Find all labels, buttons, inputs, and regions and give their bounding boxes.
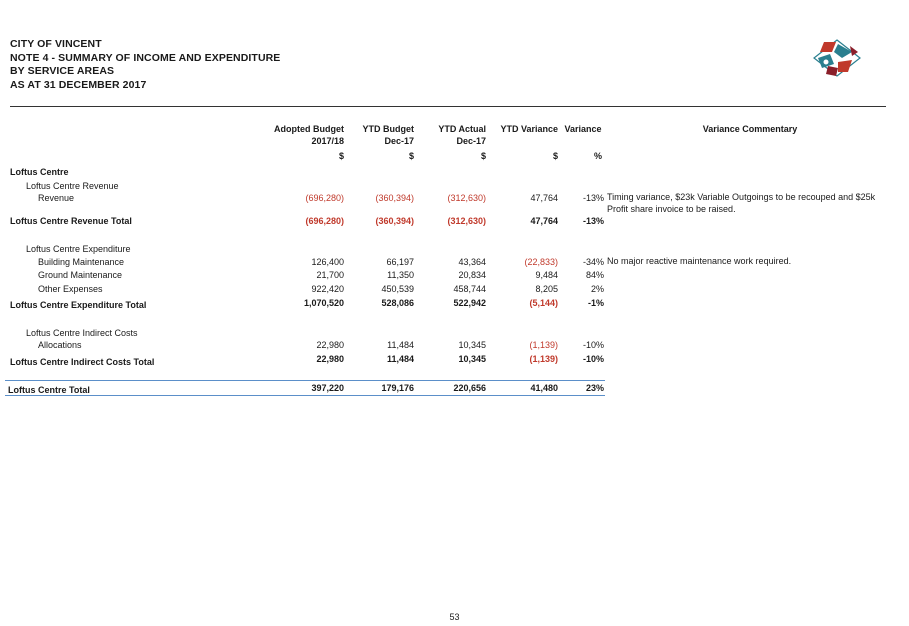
expenditure-group-label: Loftus Centre Expenditure xyxy=(26,244,131,254)
indirect-group-label: Loftus Centre Indirect Costs xyxy=(26,328,138,338)
row-label: Loftus Centre Expenditure Total xyxy=(10,300,147,310)
cell-ytd-actual: 43,364 xyxy=(458,257,486,267)
cell-adopted: 21,700 xyxy=(316,270,344,280)
revenue-group-label: Loftus Centre Revenue xyxy=(26,181,119,191)
row-label: Building Maintenance xyxy=(38,257,125,267)
cell-variance-pct: -10% xyxy=(582,340,604,350)
city-of-vincent-logo-icon xyxy=(812,38,862,78)
cell-ytd-budget: 11,484 xyxy=(386,354,414,364)
cell-adopted: 1,070,520 xyxy=(303,298,344,308)
cell-variance-pct: 84% xyxy=(585,270,604,280)
cell-adopted: 22,980 xyxy=(316,354,344,364)
cell-ytd-variance: 47,764 xyxy=(530,193,558,203)
cell-ytd-actual: (312,630) xyxy=(447,193,486,203)
cell-adopted: 126,400 xyxy=(311,257,344,267)
cell-ytd-budget: 11,484 xyxy=(387,340,414,350)
row-label: Other Expenses xyxy=(38,284,103,294)
cell-adopted: 22,980 xyxy=(316,340,344,350)
cell-ytd-actual: 522,942 xyxy=(453,298,486,308)
cell-variance-pct: -13% xyxy=(582,193,604,203)
cell-variance-pct: -10% xyxy=(582,354,604,364)
header-divider xyxy=(10,106,886,107)
cell-variance-pct: -1% xyxy=(587,298,604,308)
cell-adopted: (696,280) xyxy=(305,193,344,203)
col-ytd-budget-header: YTD Budget Dec-17 $ xyxy=(362,124,414,161)
cell-ytd-actual: 458,744 xyxy=(453,284,486,294)
cell-ytd-variance: (5,144) xyxy=(529,298,558,308)
cell-ytd-budget: 11,350 xyxy=(387,270,414,280)
cell-ytd-variance: (1,139) xyxy=(529,354,558,364)
cell-ytd-variance: 41,480 xyxy=(530,383,558,393)
cell-ytd-budget: 179,176 xyxy=(381,383,414,393)
cell-variance-pct: -13% xyxy=(582,216,604,226)
report-header xyxy=(10,38,280,92)
col-ytd-actual-header: YTD Actual Dec-17 $ xyxy=(438,124,486,161)
row-label: Loftus Centre Indirect Costs Total xyxy=(10,357,155,367)
grand-total-bottom-rule xyxy=(5,395,605,396)
report-subtitle: BY SERVICE AREAS xyxy=(10,65,115,77)
row-label: Ground Maintenance xyxy=(38,270,123,280)
cell-comment: Timing variance, $23k Variable Outgoings to be recouped and $25k Profit share invoice to be raised. xyxy=(607,192,876,214)
row-label: Loftus Centre Total xyxy=(8,385,90,395)
row-label: Revenue xyxy=(38,193,75,203)
grand-total-top-rule xyxy=(5,380,605,381)
row-label: Loftus Centre Revenue Total xyxy=(10,216,132,226)
cell-ytd-variance: 9,484 xyxy=(535,270,558,280)
col-adopted-budget-header: Adopted Budget 2017/18 $ xyxy=(274,124,344,161)
report-note-title: NOTE 4 - SUMMARY OF INCOME AND EXPENDITURE xyxy=(10,51,281,64)
cell-ytd-actual: 10,345 xyxy=(458,354,486,364)
cell-variance-pct: -34% xyxy=(582,257,604,267)
section-title: Loftus Centre xyxy=(10,167,69,177)
cell-adopted: (696,280) xyxy=(305,216,344,226)
col-commentary-header: Variance Commentary xyxy=(702,124,798,134)
cell-ytd-budget: 450,539 xyxy=(381,284,414,294)
cell-variance-pct: 23% xyxy=(585,383,604,393)
cell-adopted: 397,220 xyxy=(311,383,344,393)
cell-comment: No major reactive maintenance work required. xyxy=(607,256,792,266)
cell-ytd-budget: 528,086 xyxy=(381,298,414,308)
cell-ytd-actual: 20,834 xyxy=(458,270,486,280)
cell-ytd-budget: (360,394) xyxy=(375,216,414,226)
report-date: AS AT 31 DECEMBER 2017 xyxy=(10,78,147,91)
cell-ytd-variance: 8,205 xyxy=(535,284,558,294)
cell-ytd-actual: 10,345 xyxy=(458,340,486,350)
cell-ytd-budget: (360,394) xyxy=(375,193,414,203)
page-number: 53 xyxy=(449,612,460,622)
cell-adopted: 922,420 xyxy=(311,284,344,294)
col-ytd-variance-header: YTD Variance $ xyxy=(500,124,558,161)
cell-ytd-variance: (22,833) xyxy=(524,257,558,267)
cell-ytd-variance: (1,139) xyxy=(529,340,558,350)
cell-ytd-actual: (312,630) xyxy=(447,216,486,226)
cell-variance-pct: 2% xyxy=(590,284,604,294)
report-org-title: CITY OF VINCENT xyxy=(10,38,102,50)
col-variance-header: Variance % xyxy=(564,124,602,161)
row-label: Allocations xyxy=(38,340,82,350)
cell-ytd-actual: 220,656 xyxy=(453,383,486,393)
cell-ytd-variance: 47,764 xyxy=(530,216,558,226)
cell-ytd-budget: 66,197 xyxy=(386,257,414,267)
